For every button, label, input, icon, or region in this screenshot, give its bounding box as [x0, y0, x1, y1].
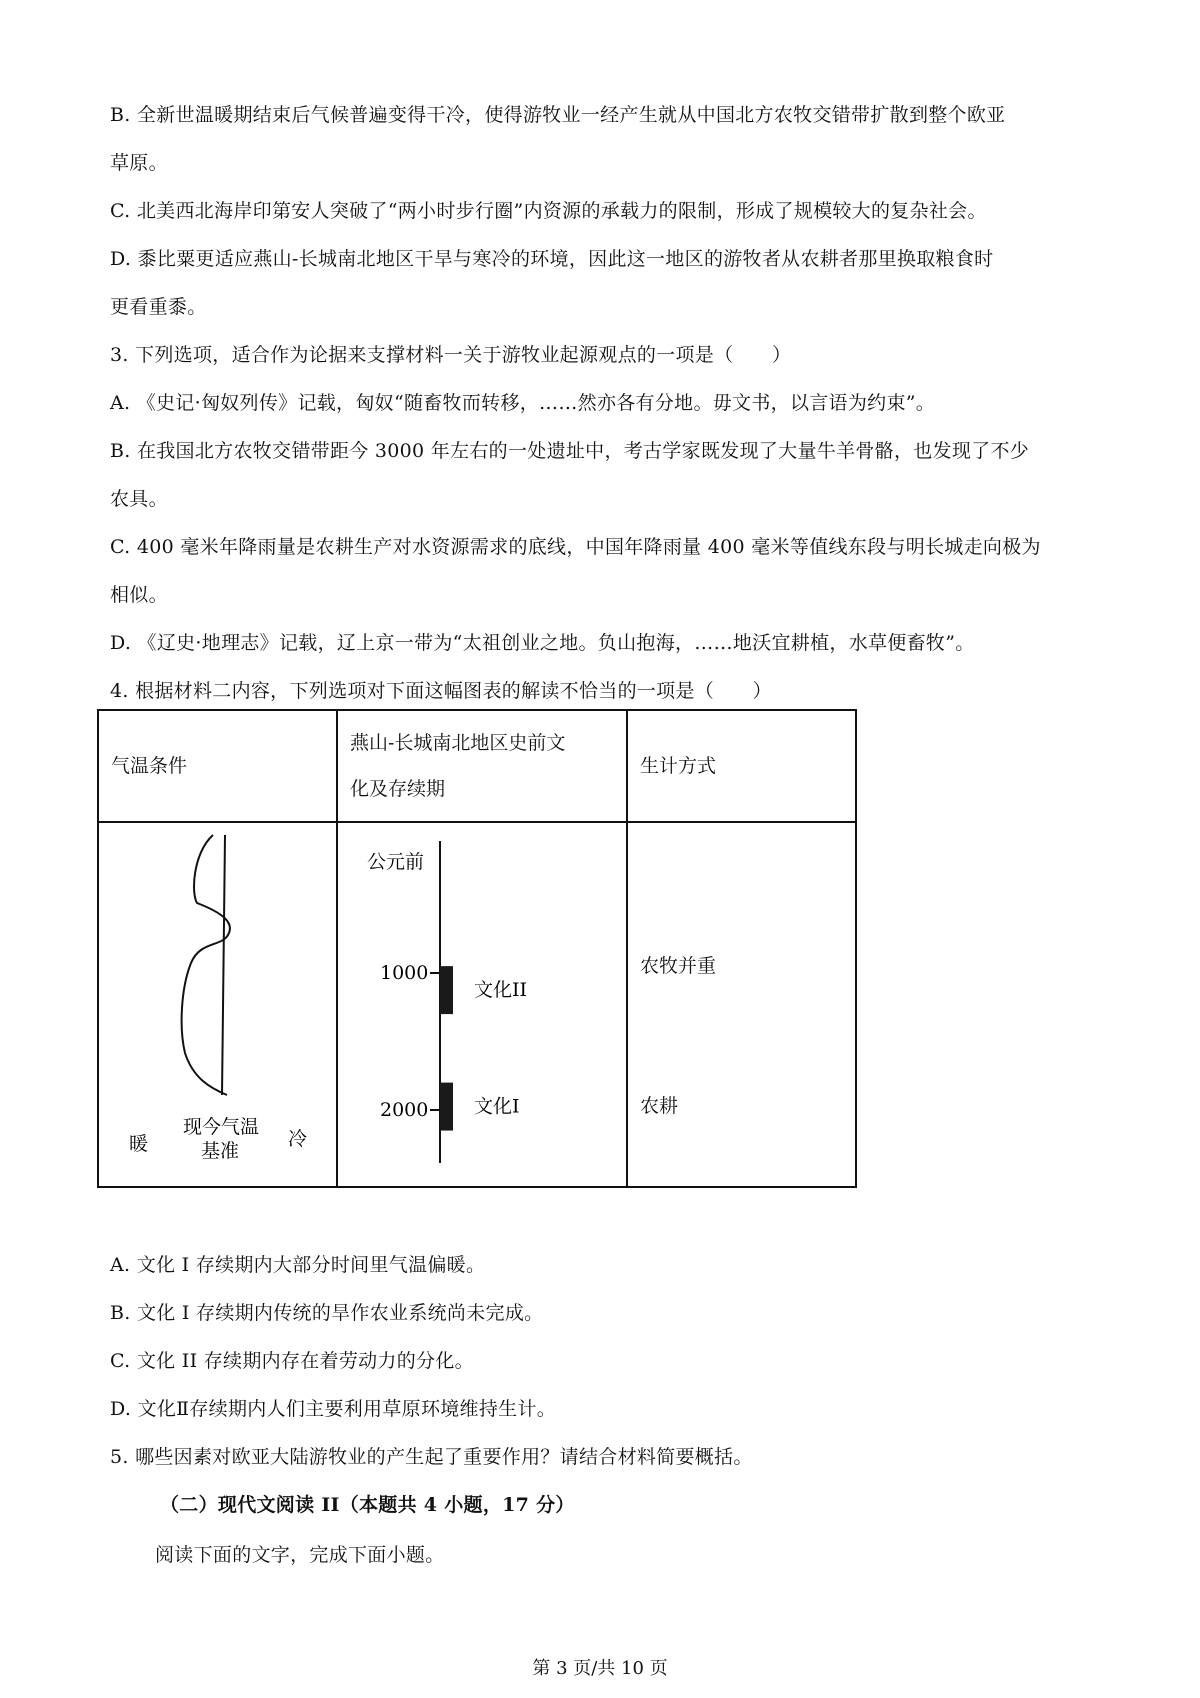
- temperature-curve-cell: [98, 822, 337, 1187]
- header-livelihood-label: 生计方式: [640, 755, 717, 777]
- timeline-tick-label: 1000: [380, 962, 429, 984]
- page-footer: 第 3 页/共 10 页: [532, 1658, 668, 1679]
- culture-label: 文化I: [474, 1095, 520, 1118]
- culture-label: 文化II: [474, 979, 528, 1002]
- header-temperature: [98, 710, 337, 822]
- warm-label: 暖: [129, 1133, 149, 1155]
- header-culture-label-1: 燕山-长城南北地区史前文: [350, 732, 566, 754]
- culture-timeline-cell: [337, 822, 627, 1187]
- header-temperature-label: 气温条件: [111, 755, 188, 777]
- text-line-top-3: D. 黍比粟更适应燕山-长城南北地区干旱与寒冷的环境，因此这一地区的游牧者从农耕者那里换取粮食时: [110, 248, 994, 270]
- header-livelihood: [627, 710, 856, 822]
- text-line-bottom-4: 5. 哪些因素对欧亚大陆游牧业的产生起了重要作用？请结合材料简要概括。: [110, 1446, 753, 1468]
- text-line-top-6: A. 《史记·匈奴列传》记载，匈奴“随畜牧而转移，……然亦各有分地。毋文书，以言语为约束”。: [110, 392, 936, 414]
- text-line-top-0: B. 全新世温暖期结束后气候普遍变得干冷，使得游牧业一经产生就从中国北方农牧交错带扩散到整个欧亚: [110, 104, 1006, 126]
- text-line-top-1: 草原。: [110, 152, 168, 174]
- culture-bar: [440, 1083, 453, 1131]
- text-line-top-9: C. 400 毫米年降雨量是农耕生产对水资源需求的底线，中国年降雨量 400 毫米等值线东段与明长城走向极为: [110, 536, 1041, 558]
- section-heading: （二）现代文阅读 II（本题共 4 小题，17 分）: [160, 1494, 575, 1516]
- baseline-label-1: 现今气温: [183, 1116, 260, 1138]
- livelihood-mixed: 农牧并重: [640, 955, 717, 977]
- text-line-bottom-0: A. 文化 I 存续期内大部分时间里气温偏暖。: [110, 1254, 486, 1276]
- text-line-top-10: 相似。: [110, 584, 168, 606]
- header-culture-label-2: 化及存续期: [350, 778, 446, 800]
- culture-bar: [440, 966, 453, 1014]
- text-line-bottom-1: B. 文化 I 存续期内传统的旱作农业系统尚未完成。: [110, 1302, 544, 1324]
- livelihood-cell: [627, 822, 856, 1187]
- section-instruction: 阅读下面的文字，完成下面小题。: [155, 1544, 445, 1566]
- text-line-top-7: B. 在我国北方农牧交错带距今 3000 年左右的一处遗址中，考古学家既发现了大量牛羊骨骼，也发现了不少: [110, 440, 1030, 462]
- baseline-axis: [222, 835, 225, 1095]
- text-line-top-2: C. 北美西北海岸印第安人突破了“两小时步行圈”内资源的承载力的限制，形成了规模较大的复杂社会。: [110, 200, 987, 222]
- temperature-curve-figure: [99, 823, 336, 1186]
- text-line-bottom-2: C. 文化 II 存续期内存在着劳动力的分化。: [110, 1350, 474, 1372]
- cold-label: 冷: [288, 1128, 308, 1150]
- text-line-top-11: D. 《辽史·地理志》记载，辽上京一带为“太祖创业之地。负山抱海，……地沃宜耕植，水草便畜牧”。: [110, 632, 975, 654]
- text-line-top-8: 农具。: [110, 488, 168, 510]
- culture-timeline-figure: [338, 823, 626, 1186]
- header-culture: [337, 710, 627, 822]
- text-line-top-12: 4. 根据材料二内容，下列选项对下面这幅图表的解读不恰当的一项是（ ）: [110, 680, 772, 702]
- text-line-bottom-3: D. 文化Ⅱ存续期内人们主要利用草原环境维持生计。: [110, 1398, 557, 1420]
- livelihood-farming: 农耕: [640, 1095, 679, 1117]
- climate-culture-table: [97, 709, 857, 1188]
- baseline-label-2: 基准: [201, 1140, 240, 1162]
- text-line-top-5: 3. 下列选项，适合作为论据来支撑材料一关于游牧业起源观点的一项是（ ）: [110, 344, 792, 366]
- era-label: 公元前: [367, 851, 425, 873]
- timeline-tick-label: 2000: [380, 1099, 429, 1121]
- text-line-top-4: 更看重黍。: [110, 296, 207, 318]
